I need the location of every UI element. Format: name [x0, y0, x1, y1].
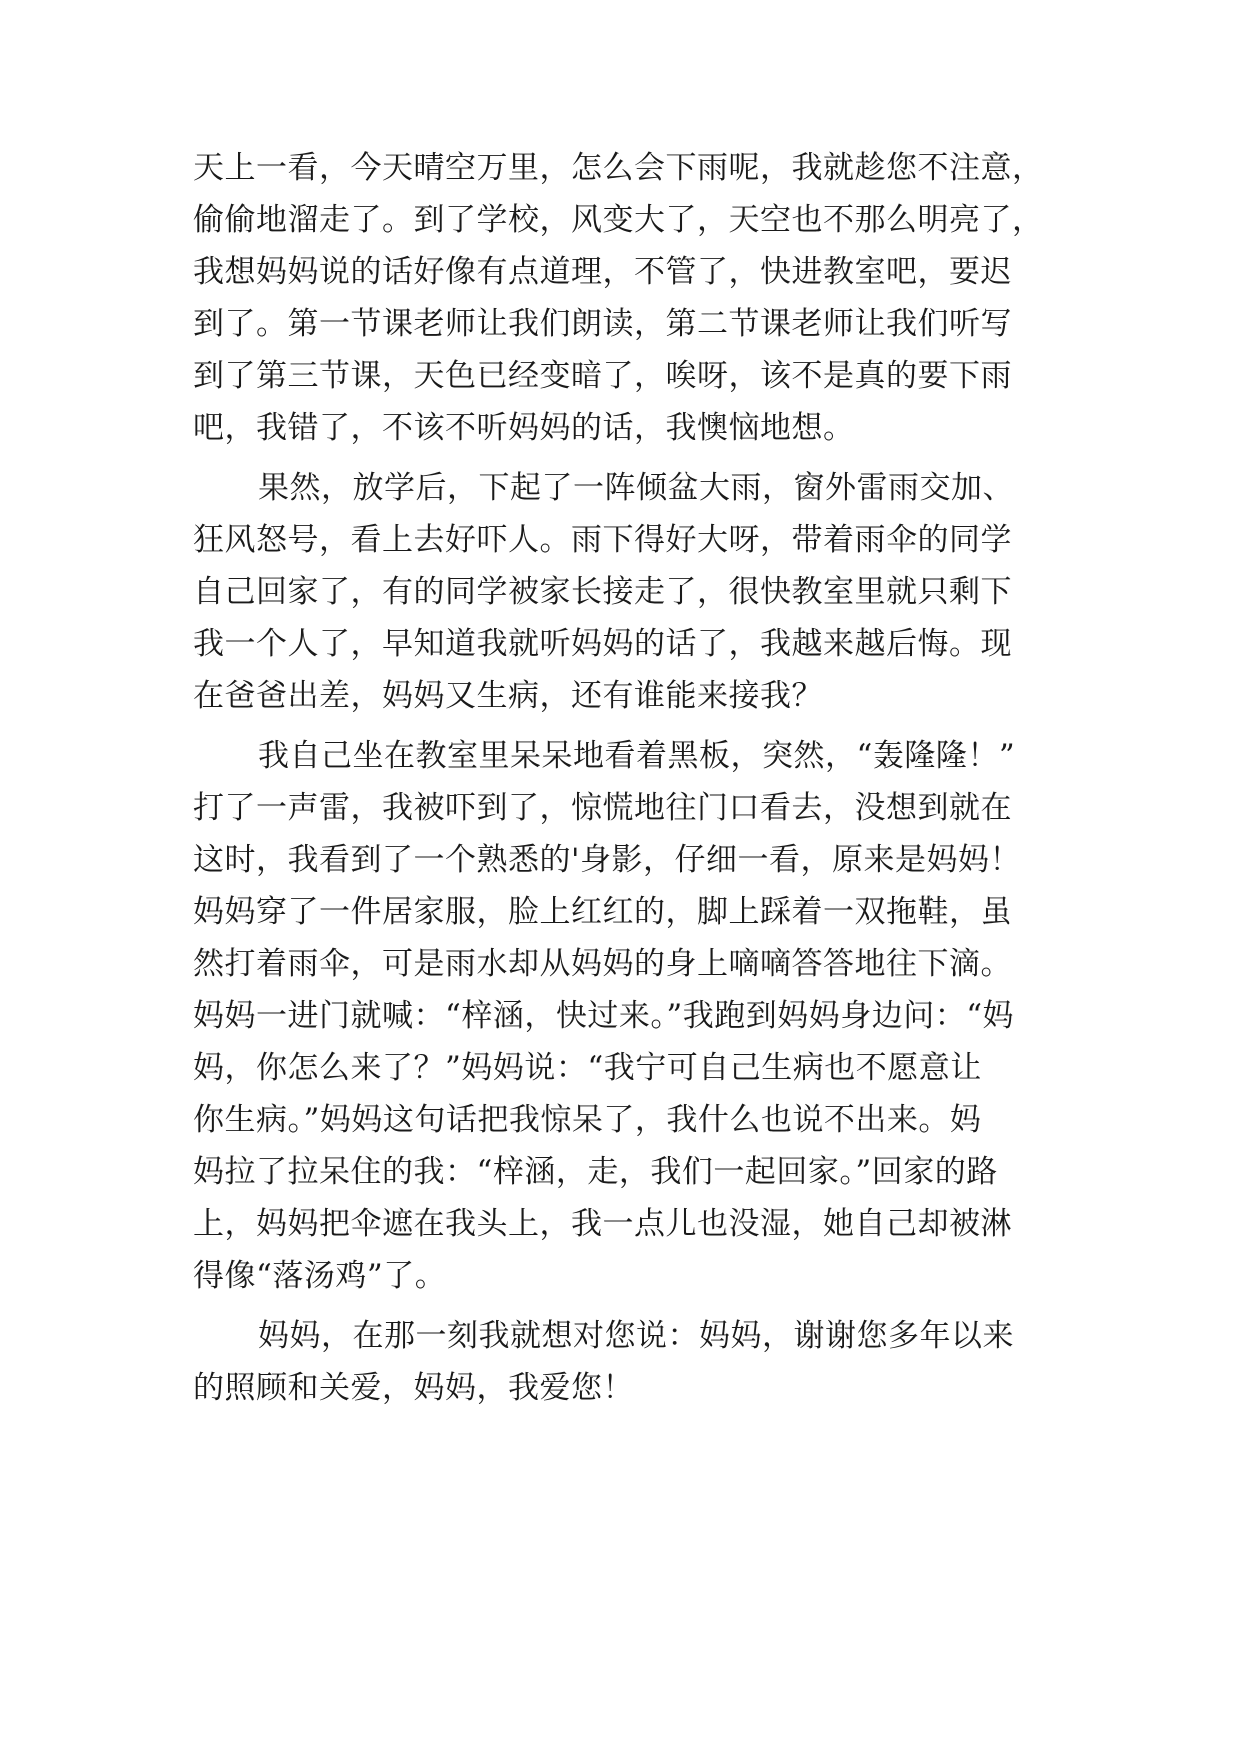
paragraph-3-line-11: 得像“落汤鸡”了。 — [193, 1258, 447, 1294]
paragraph-3-line-8: 你生病。”妈妈这句话把我惊呆了，我什么也说不出来。妈 — [193, 1102, 982, 1138]
paragraph-3-line-4: 妈妈穿了一件居家服，脸上红红的，脚上踩着一双拖鞋，虽 — [193, 894, 1012, 930]
paragraph-3-line-5: 然打着雨伞，可是雨水却从妈妈的身上嘀嘀答答地往下滴。 — [193, 946, 1012, 982]
paragraph-2-line-1: 果然，放学后，下起了一阵倾盆大雨，窗外雷雨交加、 — [258, 470, 1014, 506]
paragraph-1-line-4: 到了。第一节课老师让我们朗读，第二节课老师让我们听写 — [193, 306, 1012, 342]
paragraph-3-line-2: 打了一声雷，我被吓到了，惊慌地往门口看去，没想到就在 — [193, 790, 1012, 826]
paragraph-3-line-9: 妈拉了拉呆住的我：“梓涵，走，我们一起回家。”回家的路 — [193, 1154, 998, 1190]
paragraph-4-line-1: 妈妈，在那一刻我就想对您说：妈妈，谢谢您多年以来 — [258, 1318, 1014, 1354]
paragraph-2-line-2: 狂风怒号，看上去好吓人。雨下得好大呀，带着雨伞的同学 — [193, 522, 1012, 558]
paragraph-3-line-7: 妈，你怎么来了？”妈妈说：“我宁可自己生病也不愿意让 — [193, 1050, 982, 1086]
paragraph-4-line-2: 的照顾和关爱，妈妈，我爱您！ — [193, 1370, 634, 1406]
paragraph-1-line-3: 我想妈妈说的话好像有点道理，不管了，快进教室吧，要迟 — [193, 254, 1012, 290]
paragraph-3-line-1: 我自己坐在教室里呆呆地看着黑板，突然，“轰隆隆！” — [258, 738, 1016, 774]
paragraph-1-line-2: 偷偷地溜走了。到了学校，风变大了，天空也不那么明亮了， — [193, 202, 1044, 238]
paragraph-1-line-6: 吧，我错了，不该不听妈妈的话，我懊恼地想。 — [193, 410, 855, 446]
paragraph-2-line-5: 在爸爸出差，妈妈又生病，还有谁能来接我？ — [193, 678, 823, 714]
paragraph-3-line-6: 妈妈一进门就喊：“梓涵，快过来。”我跑到妈妈身边问：“妈 — [193, 998, 1015, 1034]
paragraph-2-line-4: 我一个人了，早知道我就听妈妈的话了，我越来越后悔。现 — [193, 626, 1012, 662]
paragraph-1-line-5: 到了第三节课，天色已经变暗了，唉呀，该不是真的要下雨 — [193, 358, 1012, 394]
paragraph-3-line-10: 上，妈妈把伞遮在我头上，我一点儿也没湿，她自己却被淋 — [193, 1206, 1012, 1242]
paragraph-3-line-3: 这时，我看到了一个熟悉的'身影，仔细一看，原来是妈妈！ — [193, 842, 1022, 878]
paragraph-2-line-3: 自己回家了，有的同学被家长接走了，很快教室里就只剩下 — [193, 574, 1012, 610]
paragraph-1-line-1: 天上一看，今天晴空万里，怎么会下雨呢，我就趁您不注意， — [193, 150, 1044, 186]
